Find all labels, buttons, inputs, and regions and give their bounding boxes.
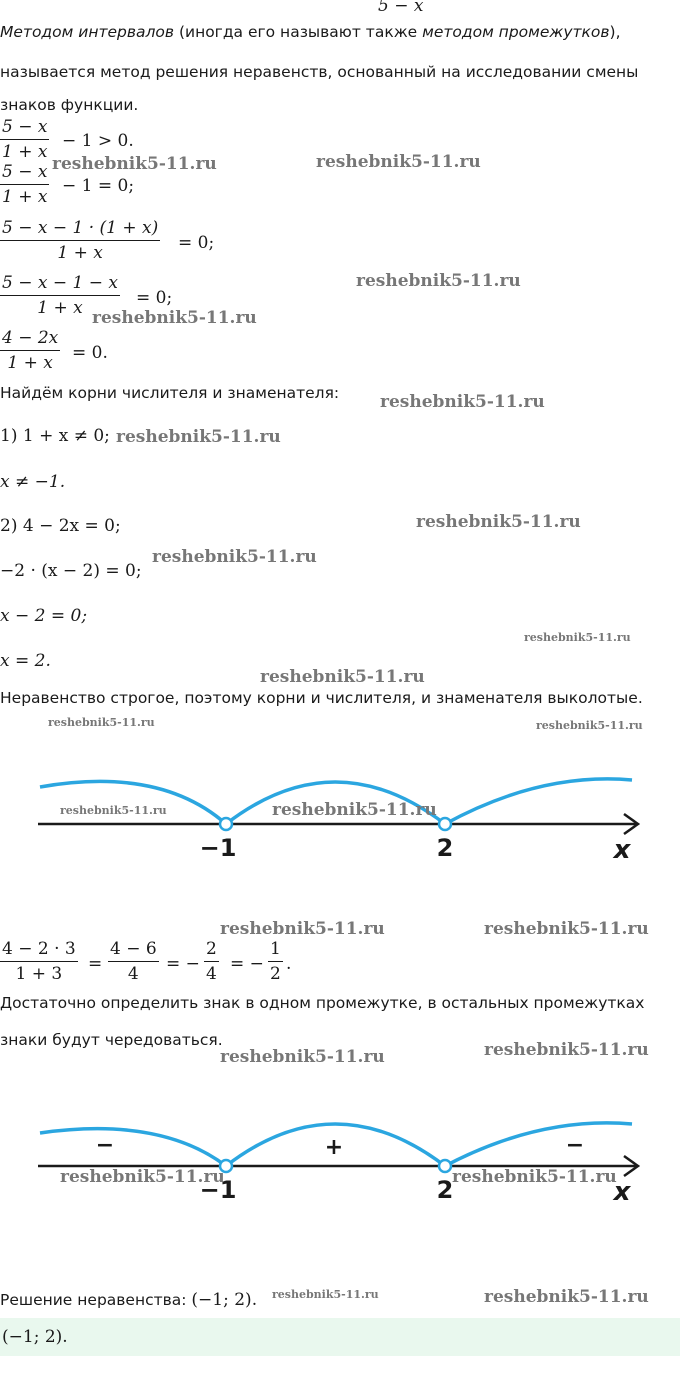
check-eq-3: = −: [230, 954, 264, 974]
point-label-minus1: −1: [199, 834, 237, 862]
arc-right: [445, 1123, 632, 1166]
step5-denominator: 1 + x: [7, 353, 53, 373]
watermark: reshebnik5-11.ru: [48, 716, 155, 729]
solution-line: [0, 1290, 257, 1310]
watermark: reshebnik5-11.ru: [116, 427, 281, 447]
watermark: reshebnik5-11.ru: [220, 1047, 385, 1067]
watermark: reshebnik5-11.ru: [524, 631, 631, 644]
root-step-6: x = 2.: [0, 651, 51, 671]
step4-rest: = 0;: [136, 288, 173, 308]
point-label-2: 2: [436, 1176, 454, 1204]
step4-numerator: 5 − x − 1 − x: [2, 273, 118, 293]
watermark: reshebnik5-11.ru: [536, 719, 643, 732]
watermark: reshebnik5-11.ru: [272, 800, 437, 820]
sign-note-line-1: Достаточно определить знак в одном промежутке, в остальных промежутках: [0, 994, 645, 1012]
step5-numerator: 4 − 2x: [2, 328, 59, 348]
step1-rest: − 1 > 0.: [62, 131, 134, 151]
step2-numerator: 5 − x: [2, 162, 48, 182]
watermark: reshebnik5-11.ru: [220, 919, 385, 939]
check-f3-numerator: 2: [206, 939, 217, 959]
step2-rest: − 1 = 0;: [62, 176, 135, 196]
step5-fraction: [0, 327, 60, 374]
root-step-1: 1) 1 + x ≠ 0;: [0, 426, 110, 446]
check-f2-numerator: 4 − 6: [110, 939, 157, 959]
roots-heading: Найдём корни числителя и знаменателя:: [0, 384, 340, 402]
check-f2-denominator: 4: [127, 964, 139, 984]
step1-fraction: [0, 116, 49, 163]
step3-numerator: 5 − x − 1 · (1 + x): [2, 218, 159, 238]
watermark: reshebnik5-11.ru: [92, 308, 257, 328]
check-fraction-2: [108, 938, 159, 985]
watermark: reshebnik5-11.ru: [484, 1287, 649, 1307]
watermark: reshebnik5-11.ru: [52, 154, 217, 174]
intro-middle: (иногда его называют также: [174, 23, 423, 41]
top-fragment: 5 − x: [378, 0, 424, 16]
root-step-5: x − 2 = 0;: [0, 606, 88, 626]
strict-note: Неравенство строгое, поэтому корни и числителя, и знаменателя выколотые.: [0, 689, 643, 707]
check-f3-denominator: 4: [206, 964, 217, 984]
step4-denominator: 1 + x: [37, 298, 83, 318]
watermark: reshebnik5-11.ru: [380, 392, 545, 412]
watermark: reshebnik5-11.ru: [260, 667, 425, 687]
check-fraction-3: [204, 938, 219, 985]
check-fraction-1: [0, 938, 78, 985]
watermark: reshebnik5-11.ru: [484, 919, 649, 939]
check-f1-numerator: 4 − 2 · 3: [2, 939, 76, 959]
step2-denominator: 1 + x: [2, 187, 48, 207]
solution-value: (−1; 2).: [191, 1290, 258, 1310]
answer-value: (−1; 2).: [2, 1327, 68, 1347]
watermark: reshebnik5-11.ru: [152, 547, 317, 567]
intro-end: ),: [609, 23, 621, 41]
root-step-2: x ≠ −1.: [0, 472, 66, 492]
hollow-point-2: [439, 818, 451, 830]
watermark: reshebnik5-11.ru: [416, 512, 581, 532]
intro-term: Методом интервалов: [0, 23, 175, 41]
point-label-2: 2: [436, 834, 454, 862]
check-eq-1: =: [88, 954, 103, 974]
hollow-point-2: [439, 1160, 451, 1172]
sign-left: −: [95, 1133, 115, 1158]
watermark: reshebnik5-11.ru: [60, 804, 167, 817]
step1-numerator: 5 − x: [2, 117, 48, 137]
check-f4-numerator: 1: [270, 939, 281, 959]
solution-label: Решение неравенства:: [0, 1291, 192, 1309]
hollow-point-minus1: [220, 818, 232, 830]
intro-line-1: [0, 22, 621, 42]
watermark: reshebnik5-11.ru: [60, 1167, 225, 1187]
arc-left: [40, 1129, 226, 1166]
point-label-minus1: −1: [199, 1176, 237, 1204]
watermark: reshebnik5-11.ru: [356, 271, 521, 291]
number-line-1: [0, 770, 680, 870]
intro-alt-term: методом промежутков: [422, 23, 610, 41]
sign-middle: +: [324, 1135, 344, 1160]
root-step-4: −2 · (x − 2) = 0;: [0, 561, 142, 581]
arc-left: [40, 781, 226, 824]
step3-rest: = 0;: [178, 233, 215, 253]
root-step-3: 2) 4 − 2x = 0;: [0, 516, 121, 536]
intro-line-2: называется метод решения неравенств, основанный на исследовании смены: [0, 63, 639, 81]
intro-line-3: знаков функции.: [0, 96, 139, 114]
watermark: reshebnik5-11.ru: [484, 1040, 649, 1060]
check-end: .: [286, 954, 292, 974]
watermark: reshebnik5-11.ru: [316, 152, 481, 172]
check-eq-2: = −: [166, 954, 200, 974]
sign-right: −: [565, 1133, 585, 1158]
axis-label-x: x: [613, 1177, 631, 1207]
number-line-2: [0, 1110, 680, 1210]
check-fraction-4: [268, 938, 283, 985]
sign-note-line-2: знаки будут чередоваться.: [0, 1031, 223, 1049]
check-f4-denominator: 2: [270, 964, 281, 984]
axis-label-x: x: [613, 835, 631, 865]
watermark: reshebnik5-11.ru: [272, 1288, 379, 1301]
watermark: reshebnik5-11.ru: [452, 1167, 617, 1187]
step3-fraction: [0, 217, 160, 264]
check-f1-denominator: 1 + 3: [15, 964, 63, 984]
step5-rest: = 0.: [72, 343, 108, 363]
step3-denominator: 1 + x: [57, 243, 103, 263]
arc-right: [445, 779, 632, 824]
answer-box: [0, 1318, 680, 1356]
step2-fraction: [0, 161, 49, 208]
step1-denominator: 1 + x: [2, 142, 48, 162]
